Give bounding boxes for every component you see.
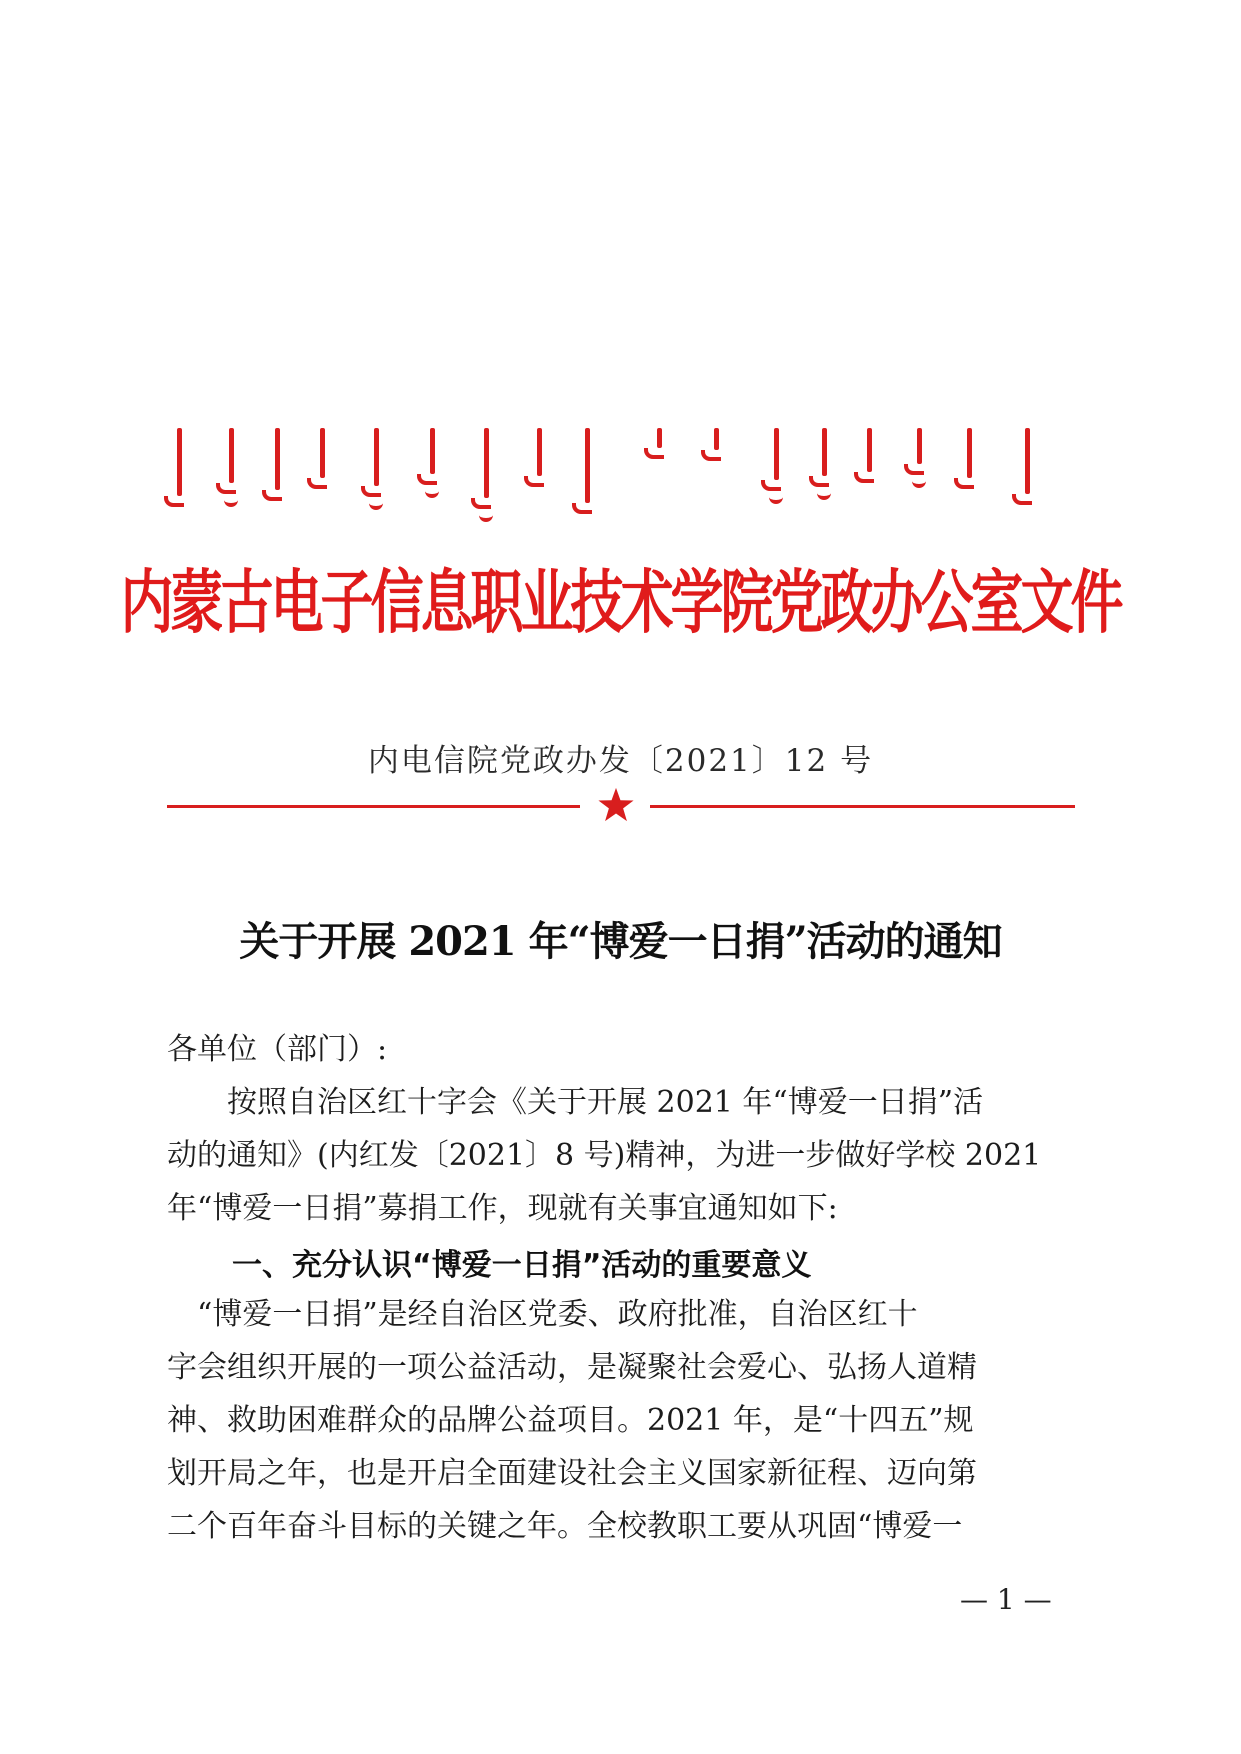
notice-title: 关于开展 2021 年“博爱一日捐”活动的通知 xyxy=(239,918,1002,965)
mongolian-word xyxy=(910,428,928,488)
paragraph-line: “博爱一日捐”是经自治区党委、政府批准，自治区红十 xyxy=(167,1297,918,1332)
page-number: — 1 — xyxy=(960,1583,1052,1616)
mongolian-word xyxy=(578,428,596,514)
paragraph-line: 划开局之年，也是开启全面建设社会主义国家新征程、迈向第 xyxy=(167,1456,977,1491)
mongolian-script-header xyxy=(170,428,1050,533)
paragraph-line: 二个百年奋斗目标的关键之年。全校教职工要从巩固“博爱一 xyxy=(167,1509,963,1544)
section-heading: 一、充分认识“博爱一日捐”活动的重要意义 xyxy=(232,1248,812,1283)
mongolian-word xyxy=(960,428,978,489)
salutation: 各单位（部门）: xyxy=(167,1032,388,1067)
paragraph-line: 字会组织开展的一项公益活动，是凝聚社会爱心、弘扬人道精 xyxy=(167,1350,977,1385)
mongolian-word xyxy=(268,428,286,501)
mongolian-word xyxy=(1018,428,1036,505)
document-number: 内电信院党政办发〔2021〕12 号 xyxy=(367,743,874,779)
red-divider-right xyxy=(650,805,1075,808)
paragraph-line: 动的通知》(内红发〔2021〕8 号)精神，为进一步做好学校 2021 xyxy=(167,1138,1042,1173)
mongolian-word xyxy=(170,428,188,507)
mongolian-word xyxy=(767,428,785,504)
mongolian-word xyxy=(423,428,441,498)
mongolian-word xyxy=(650,428,668,459)
paragraph-line: 按照自治区红十字会《关于开展 2021 年“博爱一日捐”活 xyxy=(167,1085,984,1120)
mongolian-word xyxy=(222,428,240,507)
paragraph-line: 年“博爱一日捐”募捐工作，现就有关事宜通知如下: xyxy=(167,1191,838,1226)
mongolian-word xyxy=(313,428,331,489)
mongolian-word xyxy=(860,428,878,483)
mongolian-word xyxy=(707,428,725,461)
mongolian-word xyxy=(367,428,385,510)
mongolian-word xyxy=(477,428,495,522)
mongolian-word xyxy=(815,428,833,500)
red-divider-left xyxy=(167,805,580,808)
paragraph-line: 神、救助困难群众的品牌公益项目。2021 年，是“十四五”规 xyxy=(167,1403,974,1438)
red-star-icon xyxy=(597,786,635,824)
mongolian-word xyxy=(530,428,548,487)
org-title: 内蒙古电子信息职业技术学院党政办公室文件 xyxy=(120,563,1121,643)
